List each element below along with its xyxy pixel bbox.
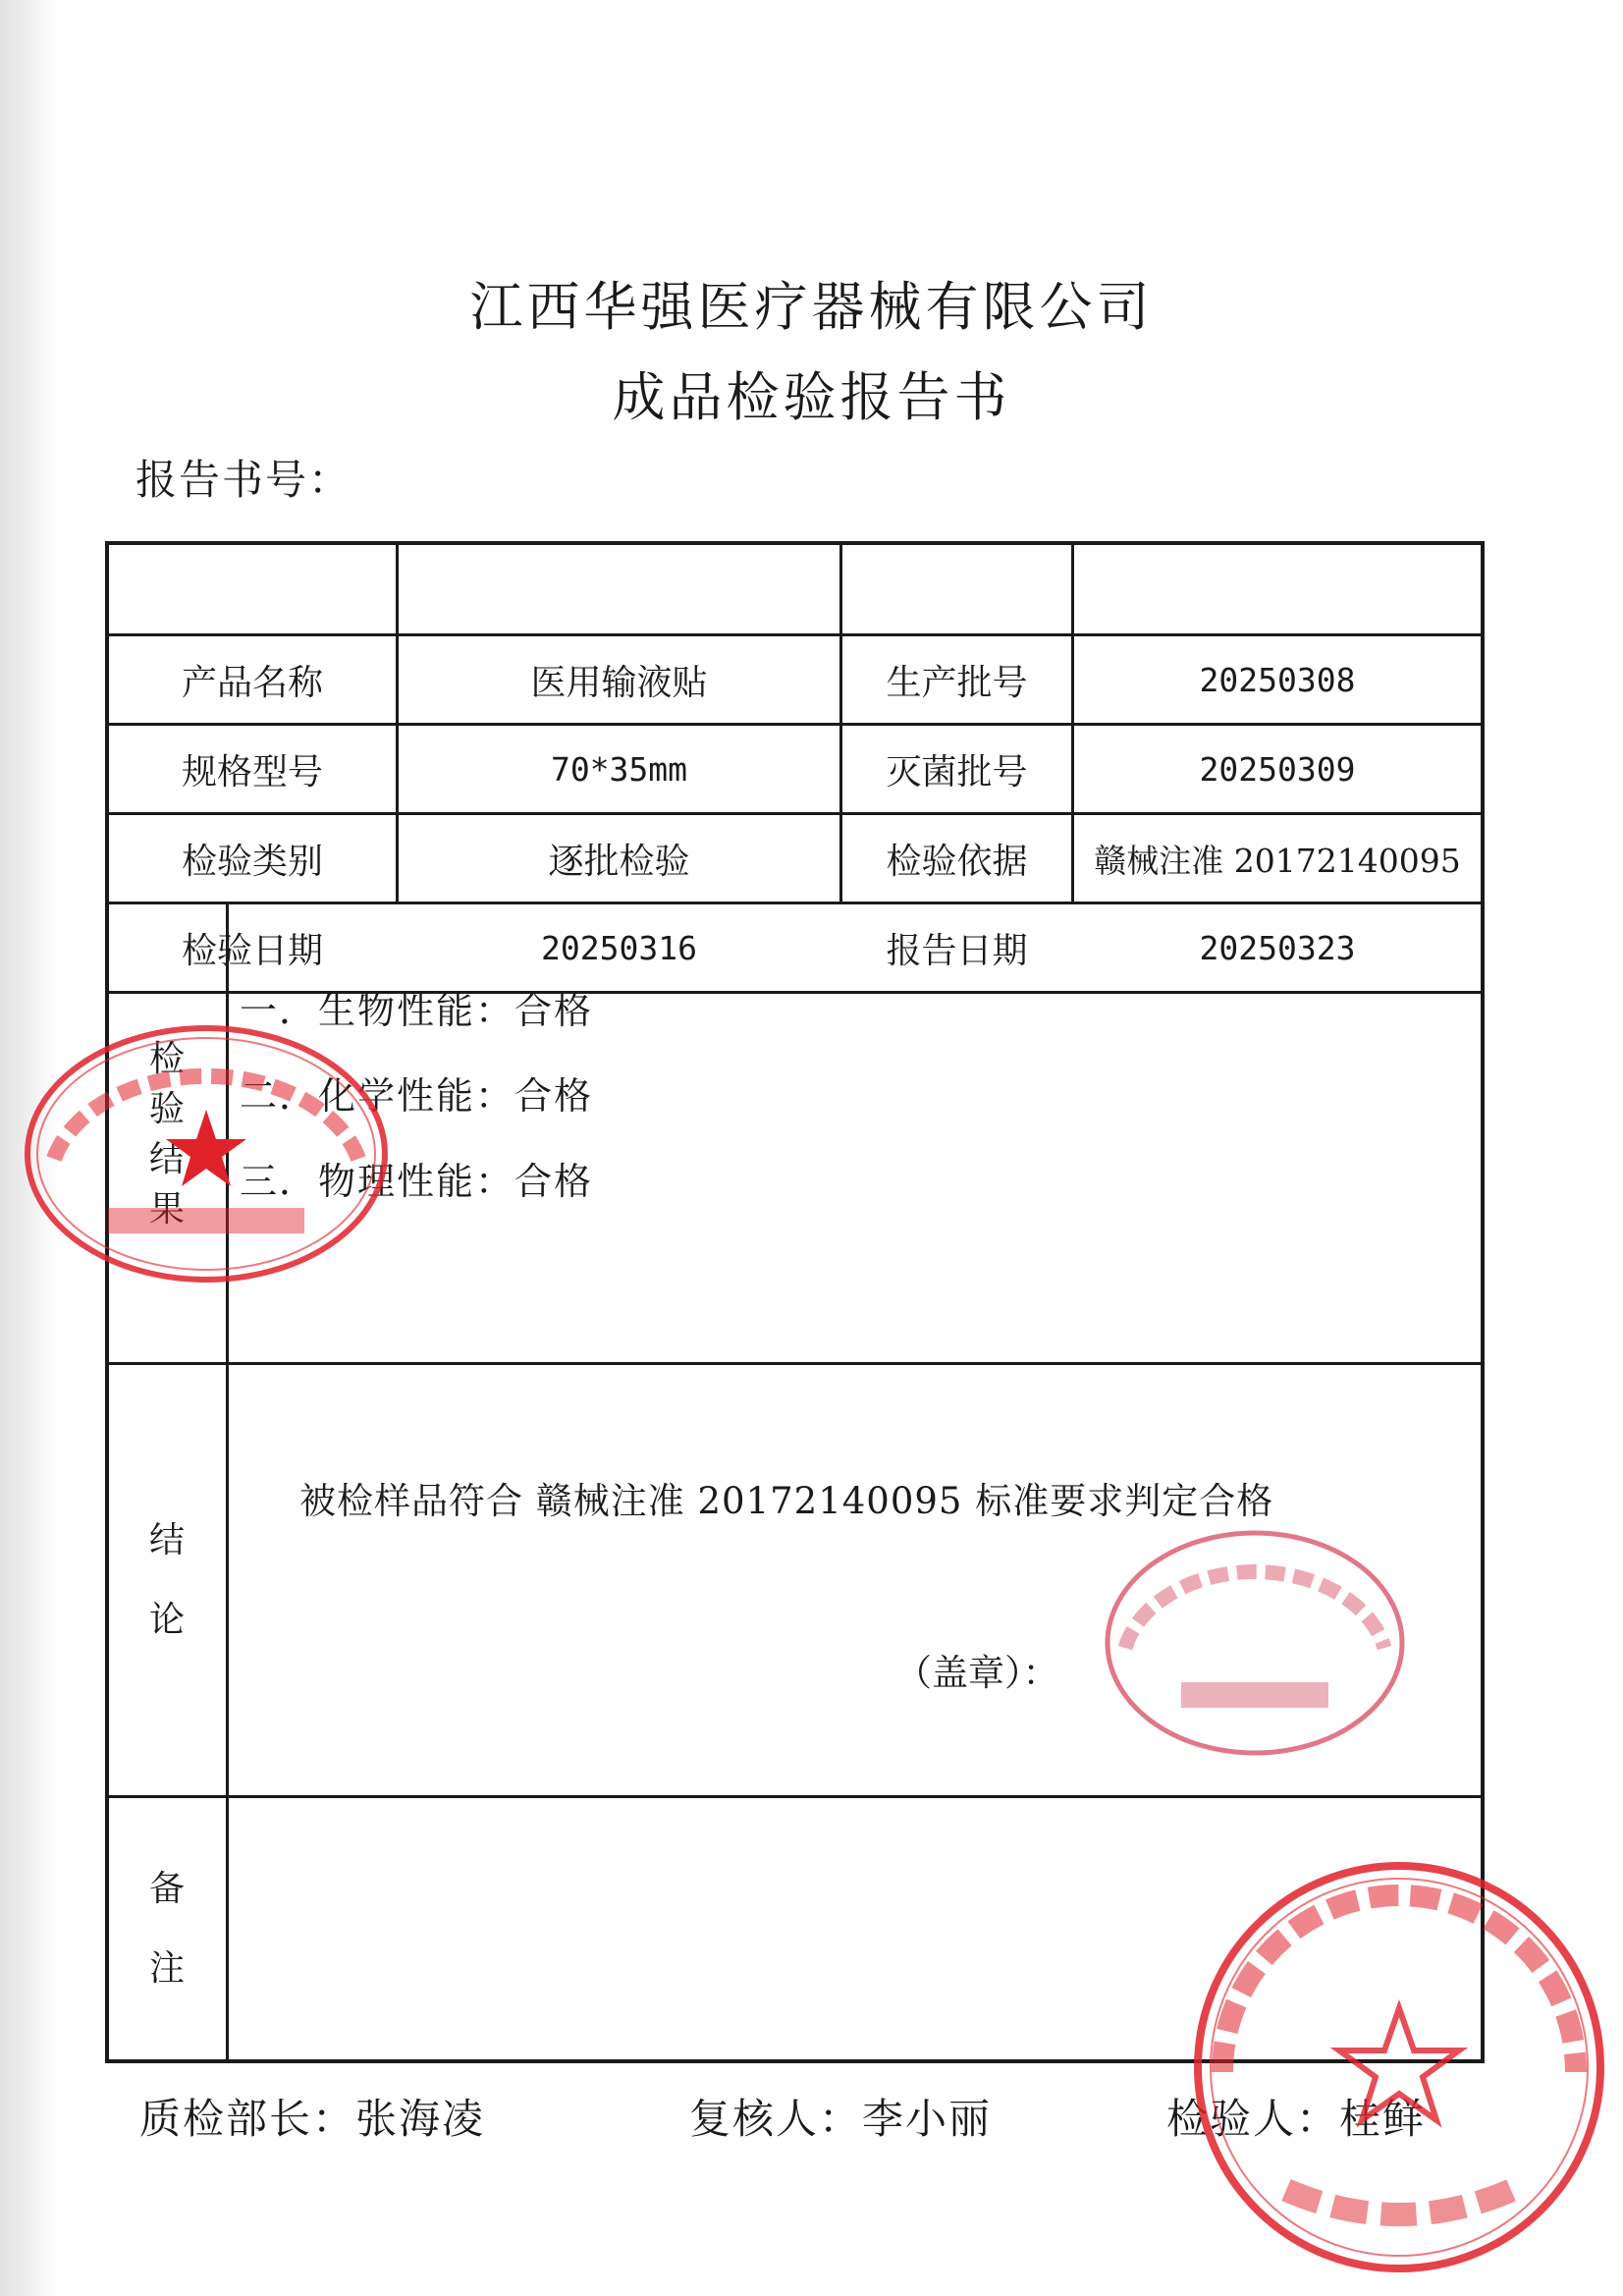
value-inspection-basis: 赣械注准 20172140095: [1094, 841, 1461, 880]
label-inspection-type: 检验类别: [181, 841, 323, 882]
value-product-name: 医用输液贴: [530, 663, 708, 703]
seal-label: （盖章）：: [895, 1652, 1059, 1694]
conclusion-label-char: 结: [148, 1520, 185, 1560]
label-spec-model: 规格型号: [181, 751, 323, 793]
result-item-physical: 三．物理性能：合格: [240, 1160, 594, 1203]
reviewer-signature: 复核人：李小丽: [689, 2095, 993, 2143]
value-sterilization-batch: 20250309: [1199, 749, 1356, 789]
remarks-section-label: [108, 1861, 226, 1991]
label-sterilization-batch: 灭菌批号: [886, 751, 1028, 793]
remarks-label-char: 备: [148, 1869, 185, 1909]
conclusion-text: 被检样品符合 赣械注准 20172140095 标准要求判定合格: [299, 1480, 1274, 1522]
document-title: 成品检验报告书: [612, 366, 1011, 428]
label-inspection-basis: 检验依据: [886, 841, 1028, 882]
label-product-name: 产品名称: [181, 663, 323, 703]
stamp-right-seal: [1168, 1846, 1620, 2278]
results-label-char: 果: [148, 1189, 185, 1230]
row-divider: [105, 1795, 1485, 1798]
result-item-chemical: 二．化学性能：合格: [240, 1074, 594, 1118]
result-item-biological: 一．生物性能：合格: [240, 989, 594, 1032]
results-label-char: 检: [148, 1039, 185, 1079]
company-title: 江西华强医疗器械有限公司: [469, 276, 1154, 338]
remarks-label-char: 注: [148, 1948, 185, 1989]
stamp-center-seal: [1098, 1520, 1412, 1766]
value-production-batch: 20250308: [1199, 661, 1356, 699]
inspector-signature: 检验人：桂鲜: [1166, 2095, 1427, 2143]
row-divider: [105, 633, 1485, 636]
value-inspection-type: 逐批检验: [548, 841, 690, 882]
value-inspection-date: 20250316: [541, 928, 697, 967]
row-divider: [105, 1362, 1485, 1365]
value-report-date: 20250323: [1199, 928, 1356, 967]
results-label-char: 结: [148, 1139, 185, 1179]
label-inspection-date: 检验日期: [181, 930, 323, 971]
value-spec-model: 70*35mm: [550, 749, 688, 789]
qc-head-signature: 质检部长：张海凌: [139, 2095, 486, 2143]
report-number-label: 报告书号：: [135, 456, 352, 504]
conclusion-label-char: 论: [148, 1600, 185, 1640]
stamp-left-seal: [15, 1011, 398, 1296]
label-report-date: 报告日期: [886, 930, 1028, 971]
results-label-char: 验: [148, 1089, 185, 1129]
label-production-batch: 生产批号: [886, 663, 1028, 703]
conclusion-section-label: [108, 1512, 226, 1642]
